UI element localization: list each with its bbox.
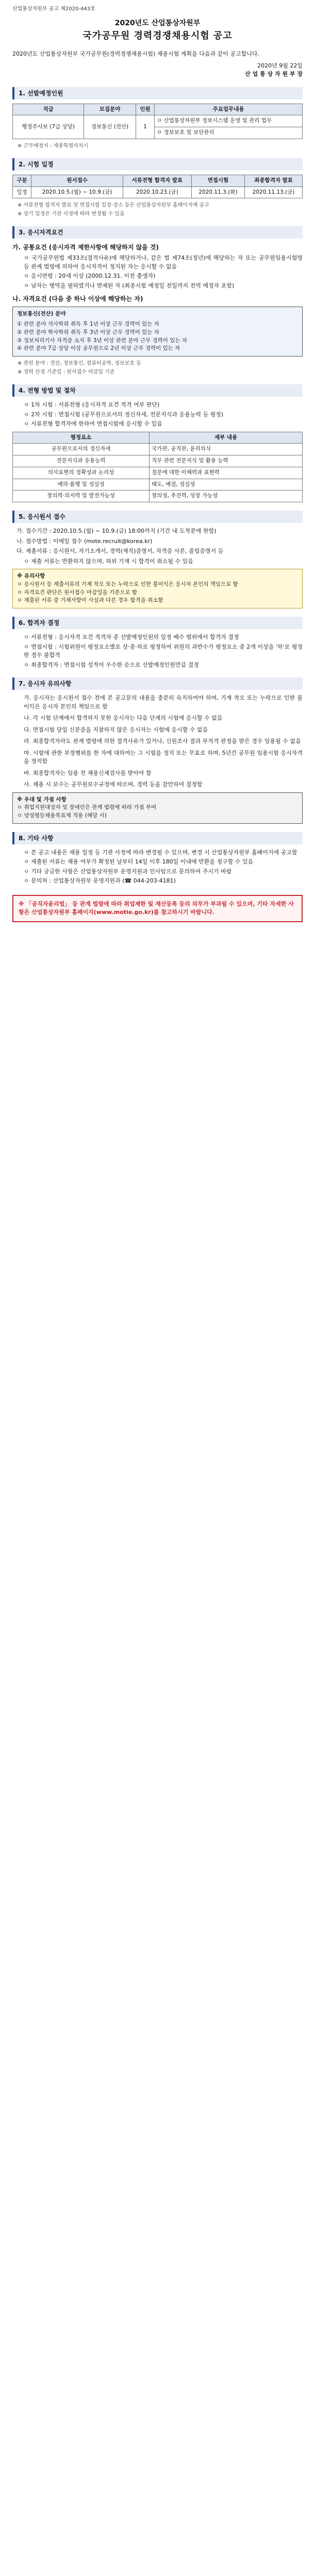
table-header: 모집분야 (84, 104, 136, 115)
table-cell: 행정주사보 (7급 상당) (13, 115, 84, 139)
table-cell: 2020.11.13.(금) (245, 187, 303, 198)
table-cell: 직무 관련 전문지식 및 활용 능력 (150, 455, 303, 467)
document-title (12, 18, 303, 43)
table-cell: 창의력·의지력 및 발전가능성 (13, 490, 150, 502)
section-pass-decision (12, 617, 303, 669)
section-selection (12, 384, 303, 502)
section-eligibility (12, 226, 303, 376)
misc-item: ㅇ 본 공고 내용은 채용 일정 등 기관 사정에 따라 변경될 수 있으며, 변경 시 산업통상자원부 홈페이지에 공고함 (24, 849, 297, 856)
table-header: 세부 내용 (150, 432, 303, 444)
table-row (13, 444, 303, 455)
table-row (13, 115, 303, 127)
decision-item: ㅇ 면접시험 : 시험위원이 평정요소별로 상·중·하로 평정하여 위원의 과반수가 평정요소 중 2개 이상을 '하'로 평정한 경우 불합격 (24, 643, 303, 658)
table-cell: 의사표현의 정확성과 논리성 (13, 467, 150, 479)
preference-line: ㅇ 양성평등채용목표제 적용 (해당 시) (17, 812, 107, 819)
application-item: 다. 제출서류 : 응시원서, 자기소개서, 경력(재직)증명서, 자격증 사본, 졸업증명서 등 (16, 548, 224, 554)
notice-box (12, 569, 303, 608)
misc-item: ㅇ 제출된 서류는 채용 여부가 확정된 날부터 14일 이후 180일 이내에 반환을 청구할 수 있음 (24, 858, 254, 866)
misc-item: ㅇ 기타 궁금한 사항은 산업통상자원부 운영지원과 인사팀으로 문의하여 주시기 바람 (24, 868, 232, 875)
notice-item: ㅇ 제출된 서류 중 기재사항이 사실과 다른 경우 합격을 취소함 (17, 597, 163, 604)
table-header: 서류전형 합격자 발표 (123, 175, 191, 187)
eligibility-item: ㅇ 국가공무원법 제33조(결격사유)에 해당하거나, 같은 법 제74조(정년)에 해당하는 자 또는 공무원임용시험령 등 관계 법령에 의하여 응시자격이 정지된 자는 응시할 수 없음 (24, 255, 303, 270)
table-header: 최종합격자 발표 (245, 175, 303, 187)
qualification-item: ③ 정보처리기사 자격증 소지 후 3년 이상 관련 분야 근무 경력이 있는 자 (17, 337, 188, 344)
notice-page (0, 0, 315, 938)
section-misc (12, 832, 303, 886)
interview-table (12, 432, 303, 503)
section-head: 5. 응시원서 접수 (12, 511, 303, 523)
table-cell: 공무원으로서의 정신자세 (13, 444, 150, 455)
qualification-note: ※ 경력 산정 기준일 : 원서접수 마감일 기준 (18, 369, 115, 375)
eligibility-item: ㅇ 응시연령 : 20세 이상 (2000.12.31. 이전 출생자) (24, 273, 156, 280)
notice-item: ㅇ 자격요건 판단은 원서접수 마감일을 기준으로 함 (17, 589, 138, 596)
application-item: 나. 접수방법 : 이메일 접수 (mote.recruit@korea.kr) (16, 537, 153, 545)
notice-number: 산업통상자원부 공고 제2020-443호 (12, 6, 95, 12)
table-cell: 2020.10.5.(월) ~ 10.9.(금) (31, 187, 123, 198)
recruitment-table (12, 104, 303, 139)
sub-heading: 가. 공통요건 (응시자격 제한사항에 해당하지 않을 것) (12, 244, 159, 251)
table-cell: 태도, 예절, 성실성 (150, 479, 303, 490)
preference-line: ㅇ 취업지원대상자 및 장애인은 관계 법령에 따라 가점 부여 (17, 804, 157, 811)
precaution-item: 사. 채용 시 보수는 공무원보수규정에 따르며, 경력 등을 감안하여 결정함 (24, 781, 203, 788)
application-item: ㅇ 제출 서류는 반환하지 않으며, 허위 기재 시 합격이 취소될 수 있음 (24, 557, 193, 565)
section-head: 4. 전형 방법 및 절차 (12, 384, 303, 397)
sub-heading: 나. 자격요건 (다음 중 하나 이상에 해당하는 자) (12, 295, 143, 303)
decision-item: ㅇ 최종합격자 : 면접시험 성적이 우수한 순으로 선발예정인원만큼 결정 (24, 661, 199, 668)
schedule-note: ※ 상기 일정은 기관 사정에 따라 변경될 수 있음 (18, 211, 125, 217)
table-header: 직급 (13, 104, 84, 115)
table-cell: 창의성, 추진력, 성장 가능성 (150, 490, 303, 502)
notice-item: ㅇ 응시원서 등 제출서류의 기재 착오 또는 누락으로 인한 불이익은 응시자 본인의 책임으로 함 (17, 581, 238, 587)
table-cell: ㅇ 정보보호 및 보안관리 (155, 127, 303, 139)
contact-info: ㅇ 문의처 : 산업통상자원부 운영지원과 (☎ 044-203-4181) (24, 877, 176, 885)
qualification-box-title: 정보통신(전산) 분야 (17, 311, 66, 317)
schedule-note: ※ 서류전형 합격자 발표 및 면접시험 일정·장소 등은 산업통상자원부 홈페이지에 공고 (18, 202, 209, 209)
table-cell: ㅇ 산업통상자원부 정보시스템 운영 및 관리 업무 (155, 115, 303, 127)
table-cell: 2020.11.3.(화) (191, 187, 245, 198)
preference-line: ※ 우대 및 가점 사항 (17, 796, 67, 803)
table-cell: 정보통신 (전산) (84, 115, 136, 139)
table-header: 원서접수 (31, 175, 123, 187)
table-cell: 예의·품행 및 성실성 (13, 479, 150, 490)
table-row (13, 490, 303, 502)
precaution-item: 마. 시험에 관한 부정행위를 한 자에 대하여는 그 시험을 정지 또는 무효로 하며, 5년간 공무원 임용시험 응시자격을 정지함 (24, 749, 303, 765)
intro-text: 2020년도 산업통상자원부 국가공무원(경력경쟁채용시험) 채용시험 계획을 다음과 같이 공고합니다. (12, 50, 259, 57)
table-header: 주요업무내용 (155, 104, 303, 115)
decision-item: ㅇ 서류전형 : 응시자격 요건 적격자 중 선발예정인원의 일정 배수 범위에서 합격자 결정 (24, 634, 239, 640)
precautions-list (12, 694, 303, 789)
selection-item: ㅇ 1차 시험 : 서류전형 (응시자격 요건 적격 여부 판단) (24, 401, 160, 408)
section-head: 6. 합격자 결정 (12, 617, 303, 629)
footer-notice (12, 895, 303, 922)
section-head: 7. 응시자 유의사항 (12, 677, 303, 690)
table-cell: 질문에 대한 이해력과 표현력 (150, 467, 303, 479)
table-cell: 전문지식과 응용능력 (13, 455, 150, 467)
section-precautions (12, 677, 303, 824)
table-header: 인원 (136, 104, 154, 115)
intro-org: 산 업 통 상 자 원 부 장 (245, 71, 303, 77)
qualification-item: ④ 관련 분야 7급 상당 이상 공무원으로 2년 이상 근무 경력이 있는 자 (17, 345, 180, 352)
qualification-item: ① 관련 분야 석사학위 취득 후 1년 이상 근무 경력이 있는 자 (17, 321, 159, 327)
section-schedule (12, 158, 303, 218)
table-cell: 1 (136, 115, 154, 139)
table-header: 구분 (13, 175, 31, 187)
selection-item: ㅇ 2차 시험 : 면접시험 (공무원으로서의 정신자세, 전문지식과 응용능력 등 평정) (24, 411, 224, 418)
title-year: 2020년도 산업통상자원부 (114, 19, 201, 27)
precaution-item: 바. 최종합격자는 임용 전 채용신체검사를 받아야 함 (24, 769, 152, 776)
footer-text: ※ 「공직자윤리법」 등 관계 법령에 따라 취업제한 및 재산등록 등의 의무가 부과될 수 있으며, 기타 자세한 사항은 산업통상자원부 홈페이지(www.motie.go.kr)를 참고하시기 바랍니다. (19, 900, 294, 916)
precaution-item: 다. 면접시험 당일 신분증을 지참하지 않은 응시자는 시험에 응시할 수 없음 (24, 726, 208, 733)
qualification-item: ② 관련 분야 학사학위 취득 후 3년 이상 근무 경력이 있는 자 (17, 329, 159, 335)
selection-item: ㅇ 서류전형 합격자에 한하여 면접시험에 응시할 수 있음 (24, 420, 162, 427)
section-recruitment (12, 87, 303, 150)
table-row (13, 479, 303, 490)
table-cell: 일정 (13, 187, 31, 198)
title-main: 국가공무원 경력경쟁채용시험 공고 (82, 30, 233, 41)
location-note: ※ 근무예정지 : 세종특별자치시 (18, 143, 89, 149)
eligibility-item: ㅇ 남자는 병역을 필하였거나 면제된 자 (최종시험 예정일 전일까지 전역 예정자 포함) (24, 282, 235, 289)
section-head: 1. 선발예정인원 (12, 87, 303, 99)
table-cell: 국가관, 공직관, 윤리의식 (150, 444, 303, 455)
table-row (13, 467, 303, 479)
qualification-box (12, 307, 303, 357)
intro-date: 2020년 9월 22일 (257, 62, 303, 69)
schedule-table (12, 175, 303, 199)
section-application (12, 511, 303, 608)
section-head: 3. 응시자격요건 (12, 226, 303, 239)
preference-box (12, 792, 303, 824)
precaution-item: 가. 응시자는 응시원서 접수 전에 본 공고문의 내용을 충분히 숙지하여야 하며, 기재 착오 또는 누락으로 인한 불이익은 응시자 본인의 책임으로 함 (24, 694, 303, 710)
table-cell: 2020.10.23.(금) (123, 187, 191, 198)
section-head: 8. 기타 사항 (12, 832, 303, 844)
table-header: 평정요소 (13, 432, 150, 444)
table-header: 면접시험 (191, 175, 245, 187)
precaution-item: 라. 최종합격자라도 관계 법령에 의한 결격사유가 있거나, 신원조사 결과 부적격 판정을 받은 경우 임용될 수 없음 (24, 738, 301, 744)
precaution-item: 나. 각 시험 단계에서 합격하지 못한 응시자는 다음 단계의 시험에 응시할 수 없음 (24, 715, 223, 721)
table-row (13, 187, 303, 198)
application-item: 가. 접수기간 : 2020.10.5.(월) ~ 10.9.(금) 18:00까지 (기간 내 도착분에 한함) (16, 528, 217, 534)
section-head: 2. 시험 일정 (12, 158, 303, 171)
table-row (13, 455, 303, 467)
notice-box-title: ※ 유의사항 (17, 573, 45, 579)
qualification-note: ※ 관련 분야 : 전산, 정보통신, 컴퓨터공학, 정보보호 등 (18, 361, 141, 366)
